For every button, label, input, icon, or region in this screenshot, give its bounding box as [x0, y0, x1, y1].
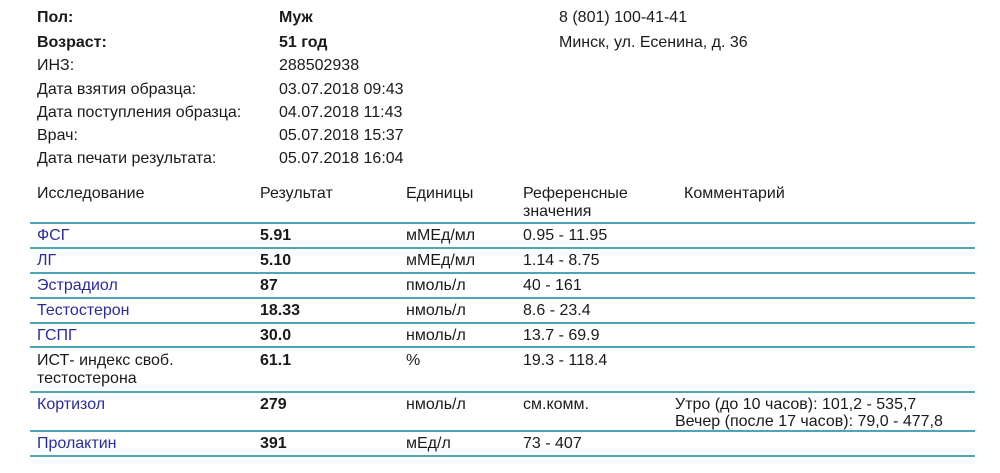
- test-units: мМЕд/мл: [406, 252, 476, 269]
- test-units: мЕд/л: [406, 435, 451, 452]
- table-divider: [30, 222, 975, 224]
- sex-label: Пол:: [37, 9, 74, 26]
- test-name: Тестостерон: [37, 302, 130, 319]
- test-result: 30.0: [260, 327, 292, 344]
- age-label: Возраст:: [37, 34, 107, 51]
- test-reference: 8.6 - 23.4: [523, 302, 591, 319]
- test-units: нмоль/л: [406, 327, 466, 344]
- test-result: 18.33: [260, 302, 301, 319]
- table-divider: [30, 297, 975, 299]
- test-reference: 40 - 161: [523, 277, 582, 294]
- header-units: Единицы: [406, 185, 474, 202]
- header-reference-line1: Референсные: [523, 185, 628, 202]
- test-name: [37, 352, 174, 388]
- inz-label: ИНЗ:: [37, 57, 75, 74]
- doctor-value: 05.07.2018 15:37: [279, 127, 404, 144]
- test-name-line2: тестостерона: [37, 370, 137, 387]
- test-reference: 13.7 - 69.9: [523, 327, 600, 344]
- test-result: 87: [260, 277, 278, 294]
- lab-address: Минск, ул. Есенина, д. 36: [559, 34, 748, 51]
- test-comment-line1: Утро (до 10 часов): 101,2 - 535,7: [675, 396, 917, 413]
- test-result: 279: [260, 396, 287, 413]
- table-divider: [30, 430, 975, 432]
- table-divider: [30, 455, 975, 457]
- sample-taken-value: 03.07.2018 09:43: [279, 81, 404, 98]
- table-divider: [30, 322, 975, 324]
- test-result: 61.1: [260, 352, 292, 369]
- test-name: Эстрадиол: [37, 277, 118, 294]
- lab-phone: 8 (801) 100-41-41: [559, 9, 688, 26]
- sample-taken-label: Дата взятия образца:: [37, 81, 197, 98]
- doctor-label: Врач:: [37, 127, 78, 144]
- test-result: 5.10: [260, 252, 292, 269]
- test-reference: 73 - 407: [523, 435, 582, 452]
- header-reference-line2: значения: [523, 203, 592, 220]
- inz-value: 288502938: [279, 57, 360, 74]
- header-result: Результат: [260, 185, 333, 202]
- test-result: 5.91: [260, 227, 292, 244]
- sample-received-label: Дата поступления образца:: [37, 104, 242, 121]
- test-name: Кортизол: [37, 396, 106, 413]
- sample-received-value: 04.07.2018 11:43: [279, 104, 403, 121]
- test-name-line1: ИСТ- индекс своб.: [37, 352, 174, 369]
- test-name: ГСПГ: [37, 327, 77, 344]
- test-reference: 0.95 - 11.95: [523, 227, 608, 244]
- table-divider: [30, 247, 975, 249]
- print-date-label: Дата печати результата:: [37, 150, 217, 167]
- table-divider: [30, 391, 975, 393]
- test-comment: [675, 396, 943, 430]
- table-divider: [30, 346, 975, 348]
- test-units: нмоль/л: [406, 396, 466, 413]
- test-units: нмоль/л: [406, 302, 466, 319]
- test-reference: 19.3 - 118.4: [523, 352, 608, 369]
- sex-value: Муж: [279, 9, 313, 26]
- test-name: Пролактин: [37, 435, 117, 452]
- test-reference: см.комм.: [523, 396, 589, 413]
- header-reference: [523, 185, 628, 221]
- test-reference: 1.14 - 8.75: [523, 252, 600, 269]
- header-test: Исследование: [37, 185, 145, 202]
- test-result: 391: [260, 435, 287, 452]
- table-divider: [30, 272, 975, 274]
- test-units: мМЕд/мл: [406, 227, 476, 244]
- header-comment: Комментарий: [684, 185, 785, 202]
- age-value: 51 год: [279, 34, 328, 51]
- print-date-value: 05.07.2018 16:04: [279, 150, 404, 167]
- test-name: ЛГ: [37, 252, 57, 269]
- test-units: %: [406, 352, 421, 369]
- test-units: пмоль/л: [406, 277, 466, 294]
- test-comment-line2: Вечер (после 17 часов): 79,0 - 477,8: [675, 413, 943, 430]
- test-name: ФСГ: [37, 227, 70, 244]
